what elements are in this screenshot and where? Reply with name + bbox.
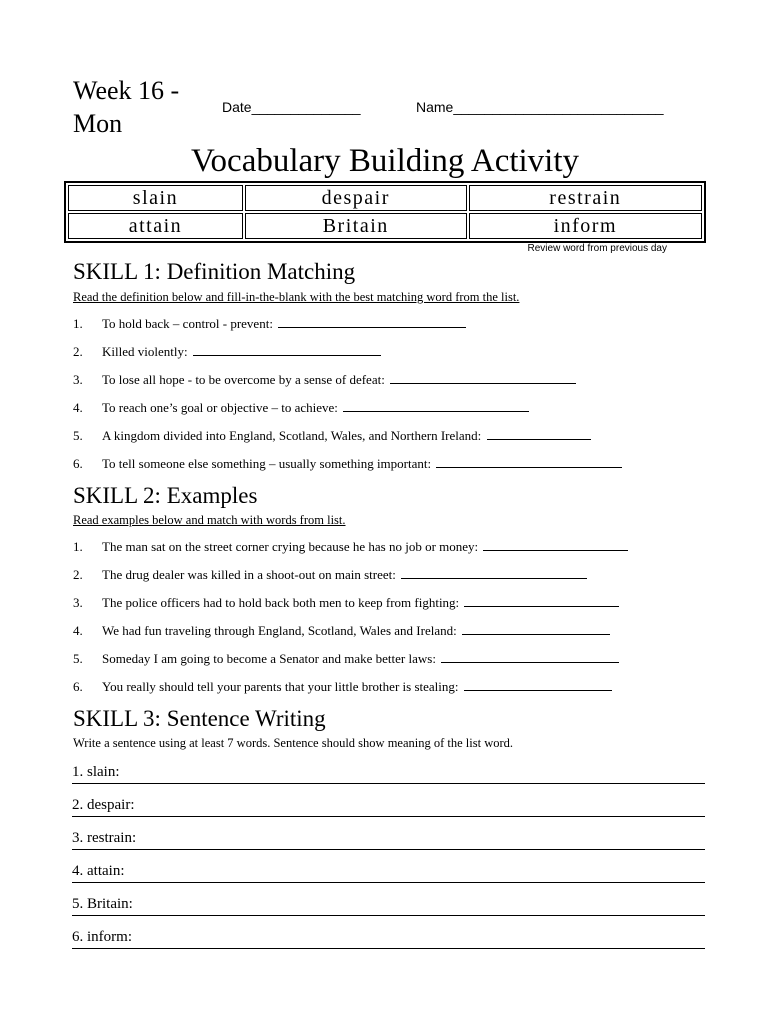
sentence-line-britain[interactable]: 5. Britain:	[72, 893, 705, 916]
answer-blank[interactable]	[464, 595, 619, 607]
answer-blank[interactable]	[401, 567, 587, 579]
list-item	[73, 623, 610, 639]
date-field[interactable]: Date______________	[222, 99, 361, 115]
list-item	[73, 400, 529, 416]
skill2-heading: SKILL 2: Examples	[73, 483, 258, 508]
list-item	[73, 372, 576, 388]
answer-blank[interactable]	[278, 316, 466, 328]
list-item	[73, 316, 466, 332]
list-item	[73, 539, 628, 555]
item-number: 4.	[73, 400, 83, 415]
answer-blank[interactable]	[441, 651, 619, 663]
sentence-line-despair[interactable]: 2. despair:	[72, 794, 705, 817]
review-note: Review word from previous day	[527, 243, 667, 254]
list-item	[73, 651, 619, 667]
item-number: 3.	[73, 372, 83, 387]
word-cell: Britain	[245, 213, 467, 239]
word-cell: despair	[245, 185, 467, 211]
word-cell: attain	[68, 213, 243, 239]
answer-blank[interactable]	[464, 679, 612, 691]
answer-blank[interactable]	[193, 344, 381, 356]
answer-blank[interactable]	[436, 456, 622, 468]
item-text: A kingdom divided into England, Scotland, Wales, and Northern Ireland:	[102, 428, 482, 443]
item-text: The drug dealer was killed in a shoot-out on main street:	[102, 567, 396, 582]
answer-blank[interactable]	[462, 623, 610, 635]
sentence-line-attain[interactable]: 4. attain:	[72, 860, 705, 883]
week-number: Week 16 -	[73, 76, 180, 105]
item-text: Someday I am going to become a Senator and make better laws:	[102, 651, 436, 666]
list-item	[73, 679, 612, 695]
sentence-line-restrain[interactable]: 3. restrain:	[72, 827, 705, 850]
item-number: 1.	[73, 316, 83, 331]
item-text: The police officers had to hold back both men to keep from fighting:	[102, 595, 460, 610]
item-text: You really should tell your parents that your little brother is stealing:	[102, 679, 459, 694]
item-number: 4.	[73, 623, 83, 638]
answer-blank[interactable]	[390, 372, 576, 384]
item-text: We had fun traveling through England, Scotland, Wales and Ireland:	[102, 623, 457, 638]
table-row	[68, 185, 702, 211]
item-text: To lose all hope - to be overcome by a sense of defeat:	[102, 372, 385, 387]
answer-blank[interactable]	[343, 400, 529, 412]
word-list-table	[64, 181, 706, 243]
skill3-heading: SKILL 3: Sentence Writing	[73, 706, 326, 731]
item-text: To tell someone else something – usually something important:	[102, 456, 432, 471]
skill2-instruction: Read examples below and match with words from list.	[73, 513, 346, 527]
week-day: Mon	[73, 109, 123, 138]
answer-blank[interactable]	[487, 428, 591, 440]
item-number: 6.	[73, 679, 83, 694]
list-item	[73, 344, 381, 360]
item-number: 2.	[73, 567, 83, 582]
table-row	[68, 213, 702, 239]
word-cell: slain	[68, 185, 243, 211]
item-text: To hold back – control - prevent:	[102, 316, 273, 331]
week-label	[73, 74, 179, 140]
item-number: 2.	[73, 344, 83, 359]
skill3-instruction: Write a sentence using at least 7 words. Sentence should show meaning of the list word.	[73, 736, 514, 750]
item-text: Killed violently:	[102, 344, 188, 359]
list-item	[73, 428, 591, 444]
skill1-instruction: Read the definition below and fill-in-the-blank with the best matching word from the list.	[73, 290, 520, 304]
item-number: 1.	[73, 539, 83, 554]
list-item	[73, 595, 619, 611]
word-cell: inform	[469, 213, 702, 239]
skill1-heading: SKILL 1: Definition Matching	[73, 259, 356, 284]
answer-blank[interactable]	[483, 539, 628, 551]
item-number: 6.	[73, 456, 83, 471]
item-number: 5.	[73, 428, 83, 443]
name-field[interactable]: Name___________________________	[416, 99, 664, 115]
item-number: 3.	[73, 595, 83, 610]
item-number: 5.	[73, 651, 83, 666]
list-item	[73, 567, 587, 583]
page-title: Vocabulary Building Activity	[190, 143, 580, 179]
word-cell: restrain	[469, 185, 702, 211]
item-text: The man sat on the street corner crying because he has no job or money:	[102, 539, 479, 554]
sentence-line-slain[interactable]: 1. slain:	[72, 761, 705, 784]
sentence-line-inform[interactable]: 6. inform:	[72, 926, 705, 949]
list-item	[73, 456, 622, 472]
item-text: To reach one’s goal or objective – to achieve:	[102, 400, 338, 415]
